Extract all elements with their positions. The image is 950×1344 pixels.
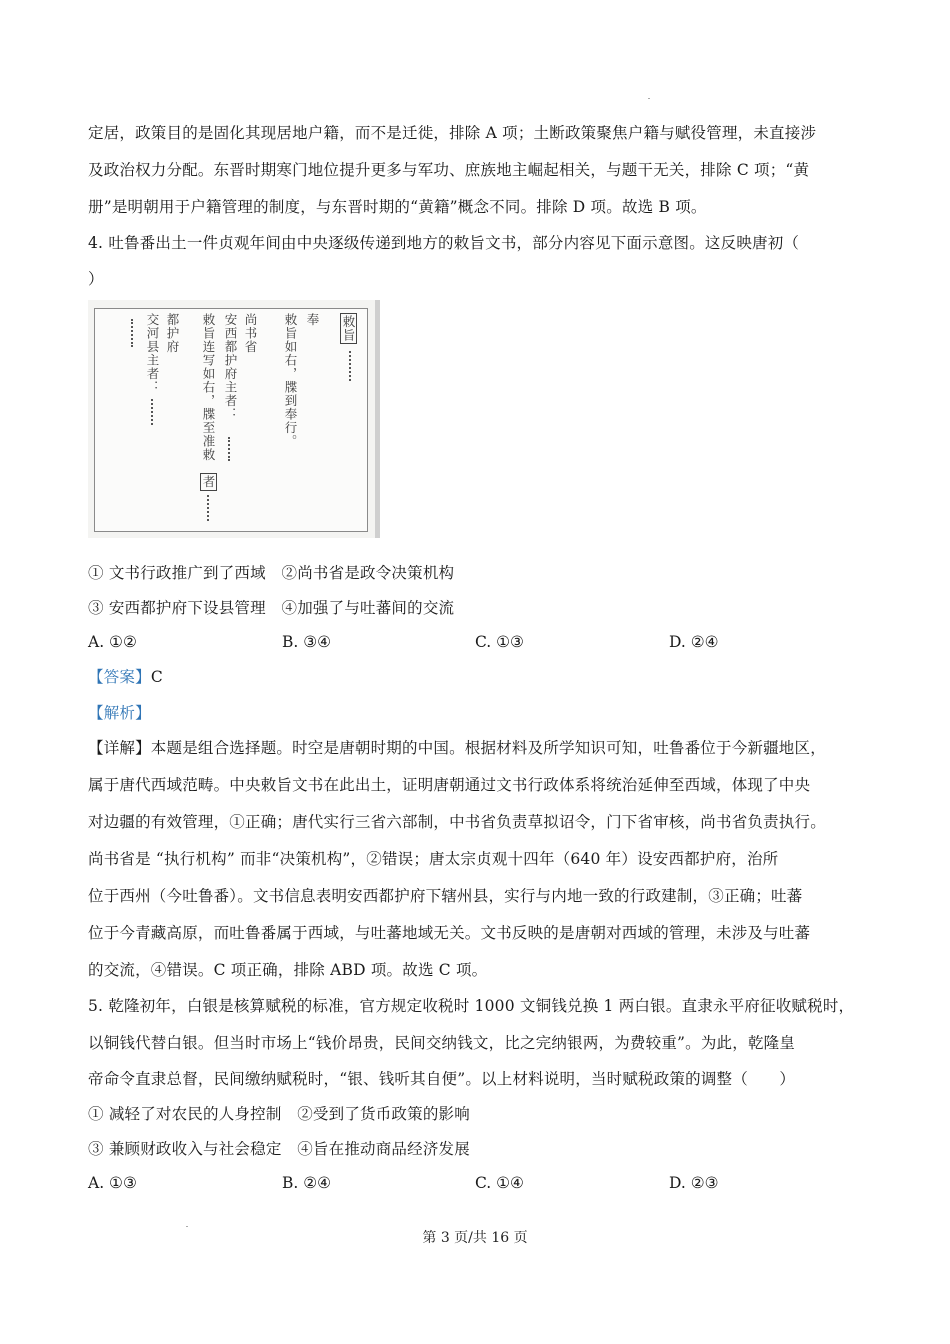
q4-detail-line-2: 属于唐代西域范畴。中央敕旨文书在此出土，证明唐朝通过文书行政体系将统治延伸至西域，体现了中央 bbox=[88, 776, 811, 794]
figure-col-edict-head bbox=[341, 313, 355, 344]
q4-detail-line-7: 的交流，④错误。C 项正确，排除 ABD 项。故选 C 项。 bbox=[88, 961, 488, 979]
q4-statement-1: ① 文书行政推广到了西域 ②尚书省是政令决策机构 bbox=[88, 564, 455, 582]
figure-dots-4 bbox=[151, 399, 156, 425]
q4-stem-line-2: ） bbox=[88, 270, 104, 288]
q4-option-d[interactable]: D. ②④ bbox=[669, 633, 719, 651]
figure-col-edict-copy: 敕旨连写如右，牒至准敕 bbox=[201, 313, 216, 462]
figure-boxed-zhe-text: 者 bbox=[201, 475, 216, 489]
continuation-line-2: 及政治权力分配。东晋时期寒门地位提升更多与军功、庶族地主崛起相关，与题干无关，排除 C 项；“黄 bbox=[88, 161, 810, 179]
q5-statement-1: ① 减轻了对农民的人身控制 ②受到了货币政策的影响 bbox=[88, 1105, 470, 1123]
figure-col-feng: 奉 bbox=[305, 313, 320, 327]
figure-col-boxed-zhe bbox=[201, 473, 215, 491]
q4-detail-line-4: 尚书省是 “执行机构” 而非“决策机构”，②错误；唐太宗贞观十四年（640 年）设安西都护府，治所 bbox=[88, 850, 779, 868]
answer-label: 【答案】 bbox=[88, 668, 151, 686]
figure-dots-2 bbox=[228, 437, 233, 461]
scan-speck bbox=[648, 98, 650, 99]
page-footer: 第 3 页/共 16 页 bbox=[422, 1230, 528, 1246]
figure-dots-5 bbox=[131, 319, 136, 347]
figure-col-duhufu: 都护府 bbox=[165, 313, 180, 354]
q5-statement-2: ③ 兼顾财政收入与社会稳定 ④旨在推动商品经济发展 bbox=[88, 1140, 470, 1158]
edict-document-frame bbox=[94, 308, 368, 532]
q4-option-c[interactable]: C. ①③ bbox=[475, 633, 524, 651]
q4-detail-line-5: 位于西州（今吐鲁番）。文书信息表明安西都护府下辖州县，实行与内地一致的行政建制，③正确；吐蕃 bbox=[88, 887, 803, 905]
q5-option-c[interactable]: C. ①④ bbox=[475, 1174, 524, 1192]
q5-stem-line-1: 5. 乾隆初年，白银是核算赋税的标准，官方规定收税时 1000 文铜钱兑换 1 两白银。直隶永平府征收赋税时， bbox=[88, 997, 855, 1015]
q5-stem-line-2: 以铜钱代替白银。但当时市场上“钱价昂贵，民间交纳钱文，比之完纳银两，为费较重”。为此，乾隆皇 bbox=[88, 1034, 796, 1052]
figure-col-jiaohe: 交河县主者： bbox=[145, 313, 160, 394]
figure-col-anxi: 安西都护府主者： bbox=[223, 313, 238, 421]
q5-stem-line-3: 帝命令直隶总督，民间缴纳赋税时，“银、钱听其自便”。以上材料说明，当时赋税政策的调整（ ） bbox=[88, 1070, 796, 1088]
q4-option-a[interactable]: A. ①② bbox=[88, 633, 137, 651]
answer-value: C bbox=[150, 668, 163, 686]
q5-option-b[interactable]: B. ②④ bbox=[282, 1174, 332, 1192]
q4-detail-line-6: 位于今青藏高原，而吐鲁番属于西域，与吐蕃地域无关。文书反映的是唐朝对西域的管理，未涉及与吐蕃 bbox=[88, 924, 811, 942]
continuation-line-3: 册”是明朝用于户籍管理的制度，与东晋时期的“黄籍”概念不同。排除 D 项。故选 B 项。 bbox=[88, 198, 707, 216]
q4-option-b[interactable]: B. ③④ bbox=[282, 633, 332, 651]
q4-analysis-label: 【解析】 bbox=[88, 704, 151, 722]
q4-answer bbox=[88, 667, 868, 687]
q4-statement-2: ③ 安西都护府下设县管理 ④加强了与吐蕃间的交流 bbox=[88, 599, 455, 617]
q5-option-a[interactable]: A. ①③ bbox=[88, 1174, 137, 1192]
q4-detail-line-3: 对边疆的有效管理，①正确；唐代实行三省六部制，中书省负责草拟诏令，门下省审核，尚书省负责执行。 bbox=[88, 813, 826, 831]
q4-stem-line-1: 4. 吐鲁番出土一件贞观年间由中央逐级传递到地方的敕旨文书，部分内容见下面示意图。这反映唐初（ bbox=[88, 234, 800, 252]
figure-col-edict-forward: 敕旨如右，牒到奉行。 bbox=[283, 313, 298, 448]
q5-option-d[interactable]: D. ②③ bbox=[669, 1174, 719, 1192]
figure-dots-1 bbox=[349, 351, 354, 381]
edict-document-figure bbox=[88, 300, 380, 538]
figure-col-edict-head-text: 敕旨 bbox=[341, 315, 356, 342]
q4-detail-line-1: 【详解】本题是组合选择题。时空是唐朝时期的中国。根据材料及所学知识可知，吐鲁番位于今新疆地区， bbox=[88, 739, 826, 757]
figure-dots-3 bbox=[207, 495, 212, 521]
continuation-line-1: 定居，政策目的是固化其现居地户籍，而不是迁徙，排除 A 项；土断政策聚焦户籍与赋役管理，未直接涉 bbox=[88, 124, 817, 142]
figure-col-shangshusheng: 尚书省 bbox=[243, 313, 258, 354]
